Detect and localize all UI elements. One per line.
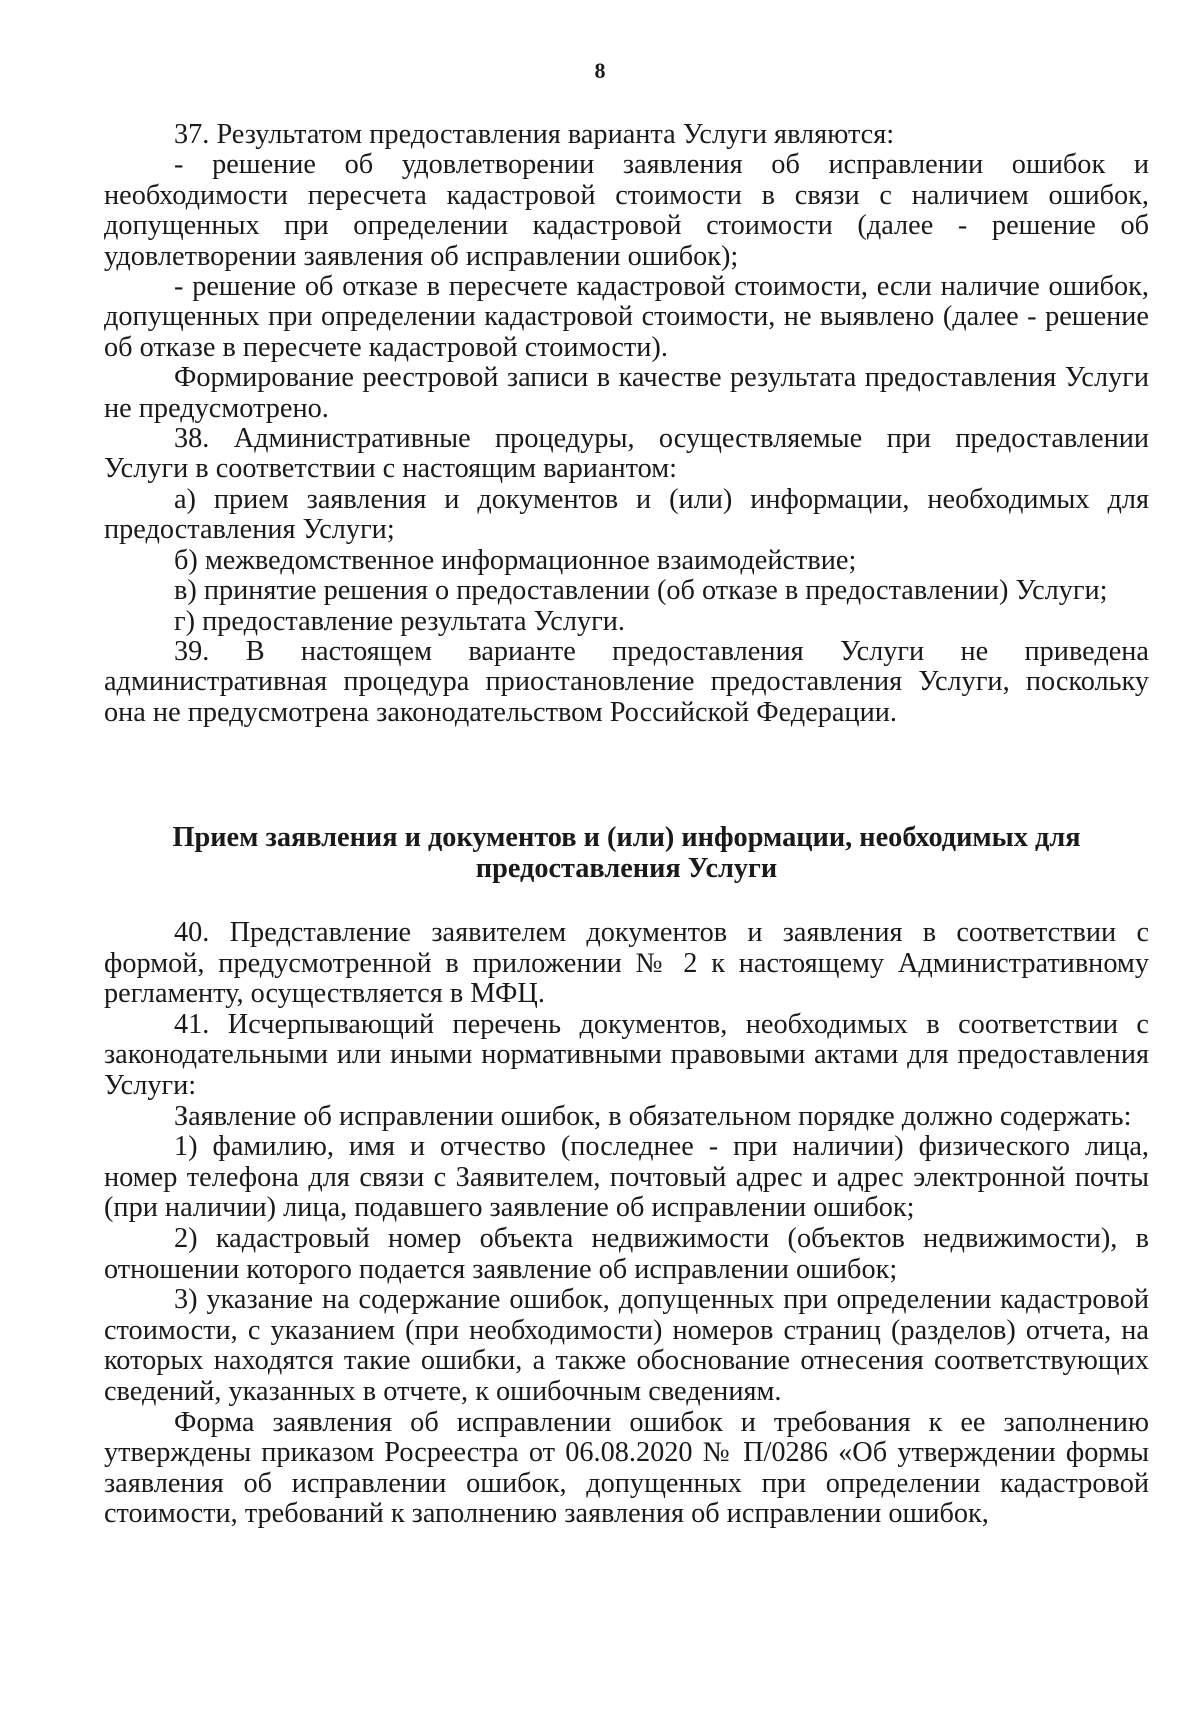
paragraph-37-intro: 37. Результатом предоставления варианта Услуги являются: <box>174 119 895 150</box>
paragraph-41-item-2: 2) кадастровый номер объекта недвижимости (объектов недвижимости), в отношении которого подается заявление об исправлении ошибок; <box>104 1222 1149 1285</box>
paragraph-38-item-v: в) принятие решения о предоставлении (об отказе в предоставлении) Услуги; <box>174 575 1108 607</box>
paragraph-37-item-2: - решение об отказе в пересчете кадастровой стоимости, если наличие ошибок, допущенных при определении кадастровой стоимости, не выявлено (далее - решение об отказе в пересчете кадастровой стоимости). <box>104 271 1149 363</box>
section-heading <box>104 822 1149 884</box>
paragraph-41-form: Форма заявления об исправлении ошибок и требования к ее заполнению утверждены приказом Росреестра от 06.08.2020 № П/0286 «Об утверждении формы заявления об исправлении ошибок, допущенных при определении кадастровой стоимости, требований к заполнению заявления об исправлении ошибок, <box>104 1406 1149 1530</box>
paragraph-37-item-1: - решение об удовлетворении заявления об исправлении ошибок и необходимости пересчета кадастровой стоимости в связи с наличием ошибок, допущенных при определении кадастровой стоимости (далее - решение об удовлетворении заявления об исправлении ошибок); <box>104 149 1149 272</box>
paragraph-37-registry: Формирование реестровой записи в качестве результата предоставления Услуги не предусмотрено. <box>104 362 1149 424</box>
paragraph-41-item-3: 3) указание на содержание ошибок, допущенных при определении кадастровой стоимости, с указанием (при необходимости) номеров страниц (разделов) отчета, на которых находятся такие ошибки, а также обоснование отнесения соответствующих сведений, указанных в отчете, к ошибочным сведениям. <box>104 1284 1149 1407</box>
section-heading-line-1: Прием заявления и документов и (или) информации, необходимых для <box>172 822 1081 853</box>
section-application-intake <box>104 918 1149 1530</box>
section-results-and-procedures <box>104 120 1149 728</box>
paragraph-38-item-b: б) межведомственное информационное взаимодействие; <box>174 544 857 576</box>
paragraph-38-intro: 38. Административные процедуры, осуществляемые при предоставлении Услуги в соответствии с настоящим вариантом: <box>104 423 1149 485</box>
paragraph-41-statement: Заявление об исправлении ошибок, в обязательном порядке должно содержать: <box>174 1100 1132 1132</box>
paragraph-38-item-g: г) предоставление результата Услуги. <box>174 605 625 637</box>
paragraph-41-intro: 41. Исчерпывающий перечень документов, необходимых в соответствии с законодательными или иными нормативными правовыми актами для предоставления Услуги: <box>104 1008 1149 1101</box>
paragraph-38-item-a: а) прием заявления и документов и (или) информации, необходимых для предоставления Услуги; <box>104 483 1149 546</box>
section-heading-line-2: предоставления Услуги <box>475 853 778 884</box>
paragraph-39: 39. В настоящем варианте предоставления Услуги не приведена административная процедура приостановление предоставления Услуги, поскольку она не предусмотрена законодательством Российской Федерации. <box>104 635 1149 728</box>
page-number: 8 <box>594 58 606 83</box>
paragraph-41-item-1: 1) фамилию, имя и отчество (последнее - при наличии) физического лица, номер телефона для связи с Заявителем, почтовый адрес и адрес электронной почты (при наличии) лица, подавшего заявление об исправлении ошибок; <box>104 1131 1149 1224</box>
paragraph-40: 40. Представление заявителем документов и заявления в соответствии с формой, предусмотренной в приложении № 2 к настоящему Административному регламенту, осуществляется в МФЦ. <box>104 917 1149 1010</box>
